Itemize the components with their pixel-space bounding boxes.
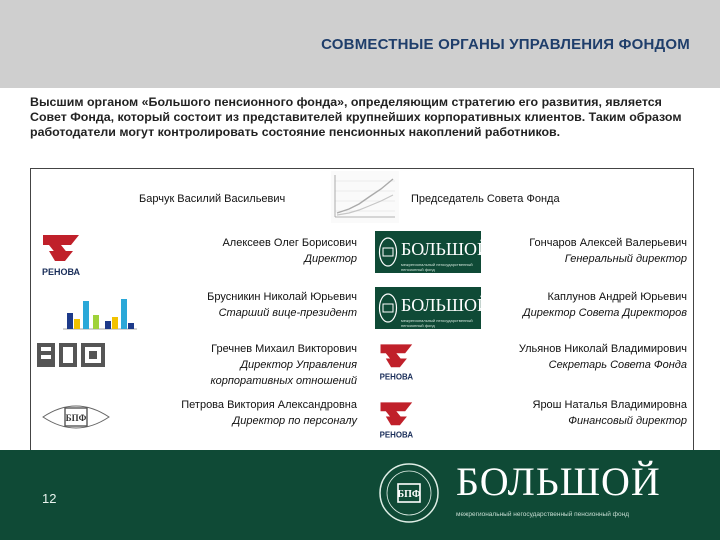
bolshoy-wordmark: БОЛЬШОЙ bbox=[401, 295, 491, 315]
member-right-3 bbox=[491, 341, 687, 373]
member-name: Брусникин Николай Юрьевич bbox=[207, 291, 357, 303]
member-left-2 bbox=[171, 289, 357, 321]
footer-emblem-text: БПФ bbox=[397, 489, 421, 500]
member-right-2 bbox=[491, 289, 687, 321]
member-name: Ульянов Николай Владимирович bbox=[518, 343, 687, 355]
member-role: Секретарь Совета Фонда bbox=[548, 359, 687, 371]
square-pattern-logo bbox=[35, 341, 107, 369]
member-role: Директор по персоналу bbox=[232, 415, 357, 427]
member-left-4 bbox=[141, 397, 357, 429]
slide-title: СОВМЕСТНЫЕ ОРГАНЫ УПРАВЛЕНИЯ ФОНДОМ bbox=[321, 36, 690, 53]
member-name: Ярош Наталья Владимировна bbox=[532, 399, 687, 411]
renova-logo-text: РЕНОВА bbox=[42, 267, 81, 277]
member-name: Каплунов Андрей Юрьевич bbox=[547, 291, 687, 303]
renova-logo-text: РЕНОВА bbox=[379, 372, 414, 382]
member-role: Генеральный директор bbox=[564, 253, 687, 265]
bpf-footer-emblem-icon bbox=[378, 462, 440, 524]
bar-chart-logo bbox=[61, 293, 139, 337]
member-role: Директор bbox=[304, 253, 357, 265]
board-panel bbox=[30, 168, 694, 452]
bpf-emblem-text: БПФ bbox=[65, 413, 87, 423]
slide-header bbox=[0, 0, 720, 88]
chart-thumbnail-icon bbox=[331, 171, 399, 223]
footer-wordmark: БОЛЬШОЙ bbox=[456, 459, 661, 504]
intro-paragraph: Высшим органом «Большого пенсионного фонда», определяющим стратегию его развития, является Совет Фонда, который состоит из представителей крупнейших корпоративных клиентов. Таким образом работодатели могут контролировать состояние пенсионных накоплений работников. bbox=[30, 95, 682, 139]
bolshoy-logo bbox=[375, 287, 491, 329]
chair-role: Председатель Совета Фонда bbox=[411, 193, 560, 205]
member-name: Гончаров Алексей Валерьевич bbox=[529, 237, 687, 249]
member-left-1 bbox=[171, 235, 357, 267]
bolshoy-subtitle: межрегиональный негосударственный пенсионный фонд bbox=[401, 318, 473, 328]
footer-subtitle: межрегиональный негосударственный пенсионный фонд bbox=[456, 511, 630, 518]
bpf-emblem-logo bbox=[39, 397, 113, 437]
bolshoy-logo bbox=[375, 231, 491, 273]
member-name: Гречнев Михаил Викторович bbox=[211, 343, 357, 355]
renova-logo bbox=[377, 397, 421, 443]
member-role: Директор Управления корпоративных отношений bbox=[210, 359, 357, 387]
chair-name: Барчук Василий Васильевич bbox=[139, 193, 286, 205]
member-role: Старший вице-президент bbox=[218, 307, 357, 319]
renova-logo bbox=[39, 231, 89, 279]
member-name: Алексеев Олег Борисович bbox=[222, 237, 357, 249]
bolshoy-wordmark: БОЛЬШОЙ bbox=[401, 239, 491, 259]
member-right-4 bbox=[491, 397, 687, 429]
bpf-emblem-icon bbox=[378, 236, 398, 268]
member-left-3 bbox=[171, 341, 357, 389]
page-number: 12 bbox=[42, 491, 57, 506]
renova-logo-text: РЕНОВА bbox=[379, 430, 414, 440]
member-role: Финансовый директор bbox=[568, 415, 687, 427]
renova-logo bbox=[377, 339, 421, 385]
member-role: Директор Совета Директоров bbox=[522, 307, 687, 319]
member-name: Петрова Виктория Александровна bbox=[181, 399, 357, 411]
member-right-1 bbox=[491, 235, 687, 267]
bolshoy-subtitle: межрегиональный негосударственный пенсионный фонд bbox=[401, 262, 473, 272]
bpf-emblem-icon bbox=[378, 292, 398, 324]
